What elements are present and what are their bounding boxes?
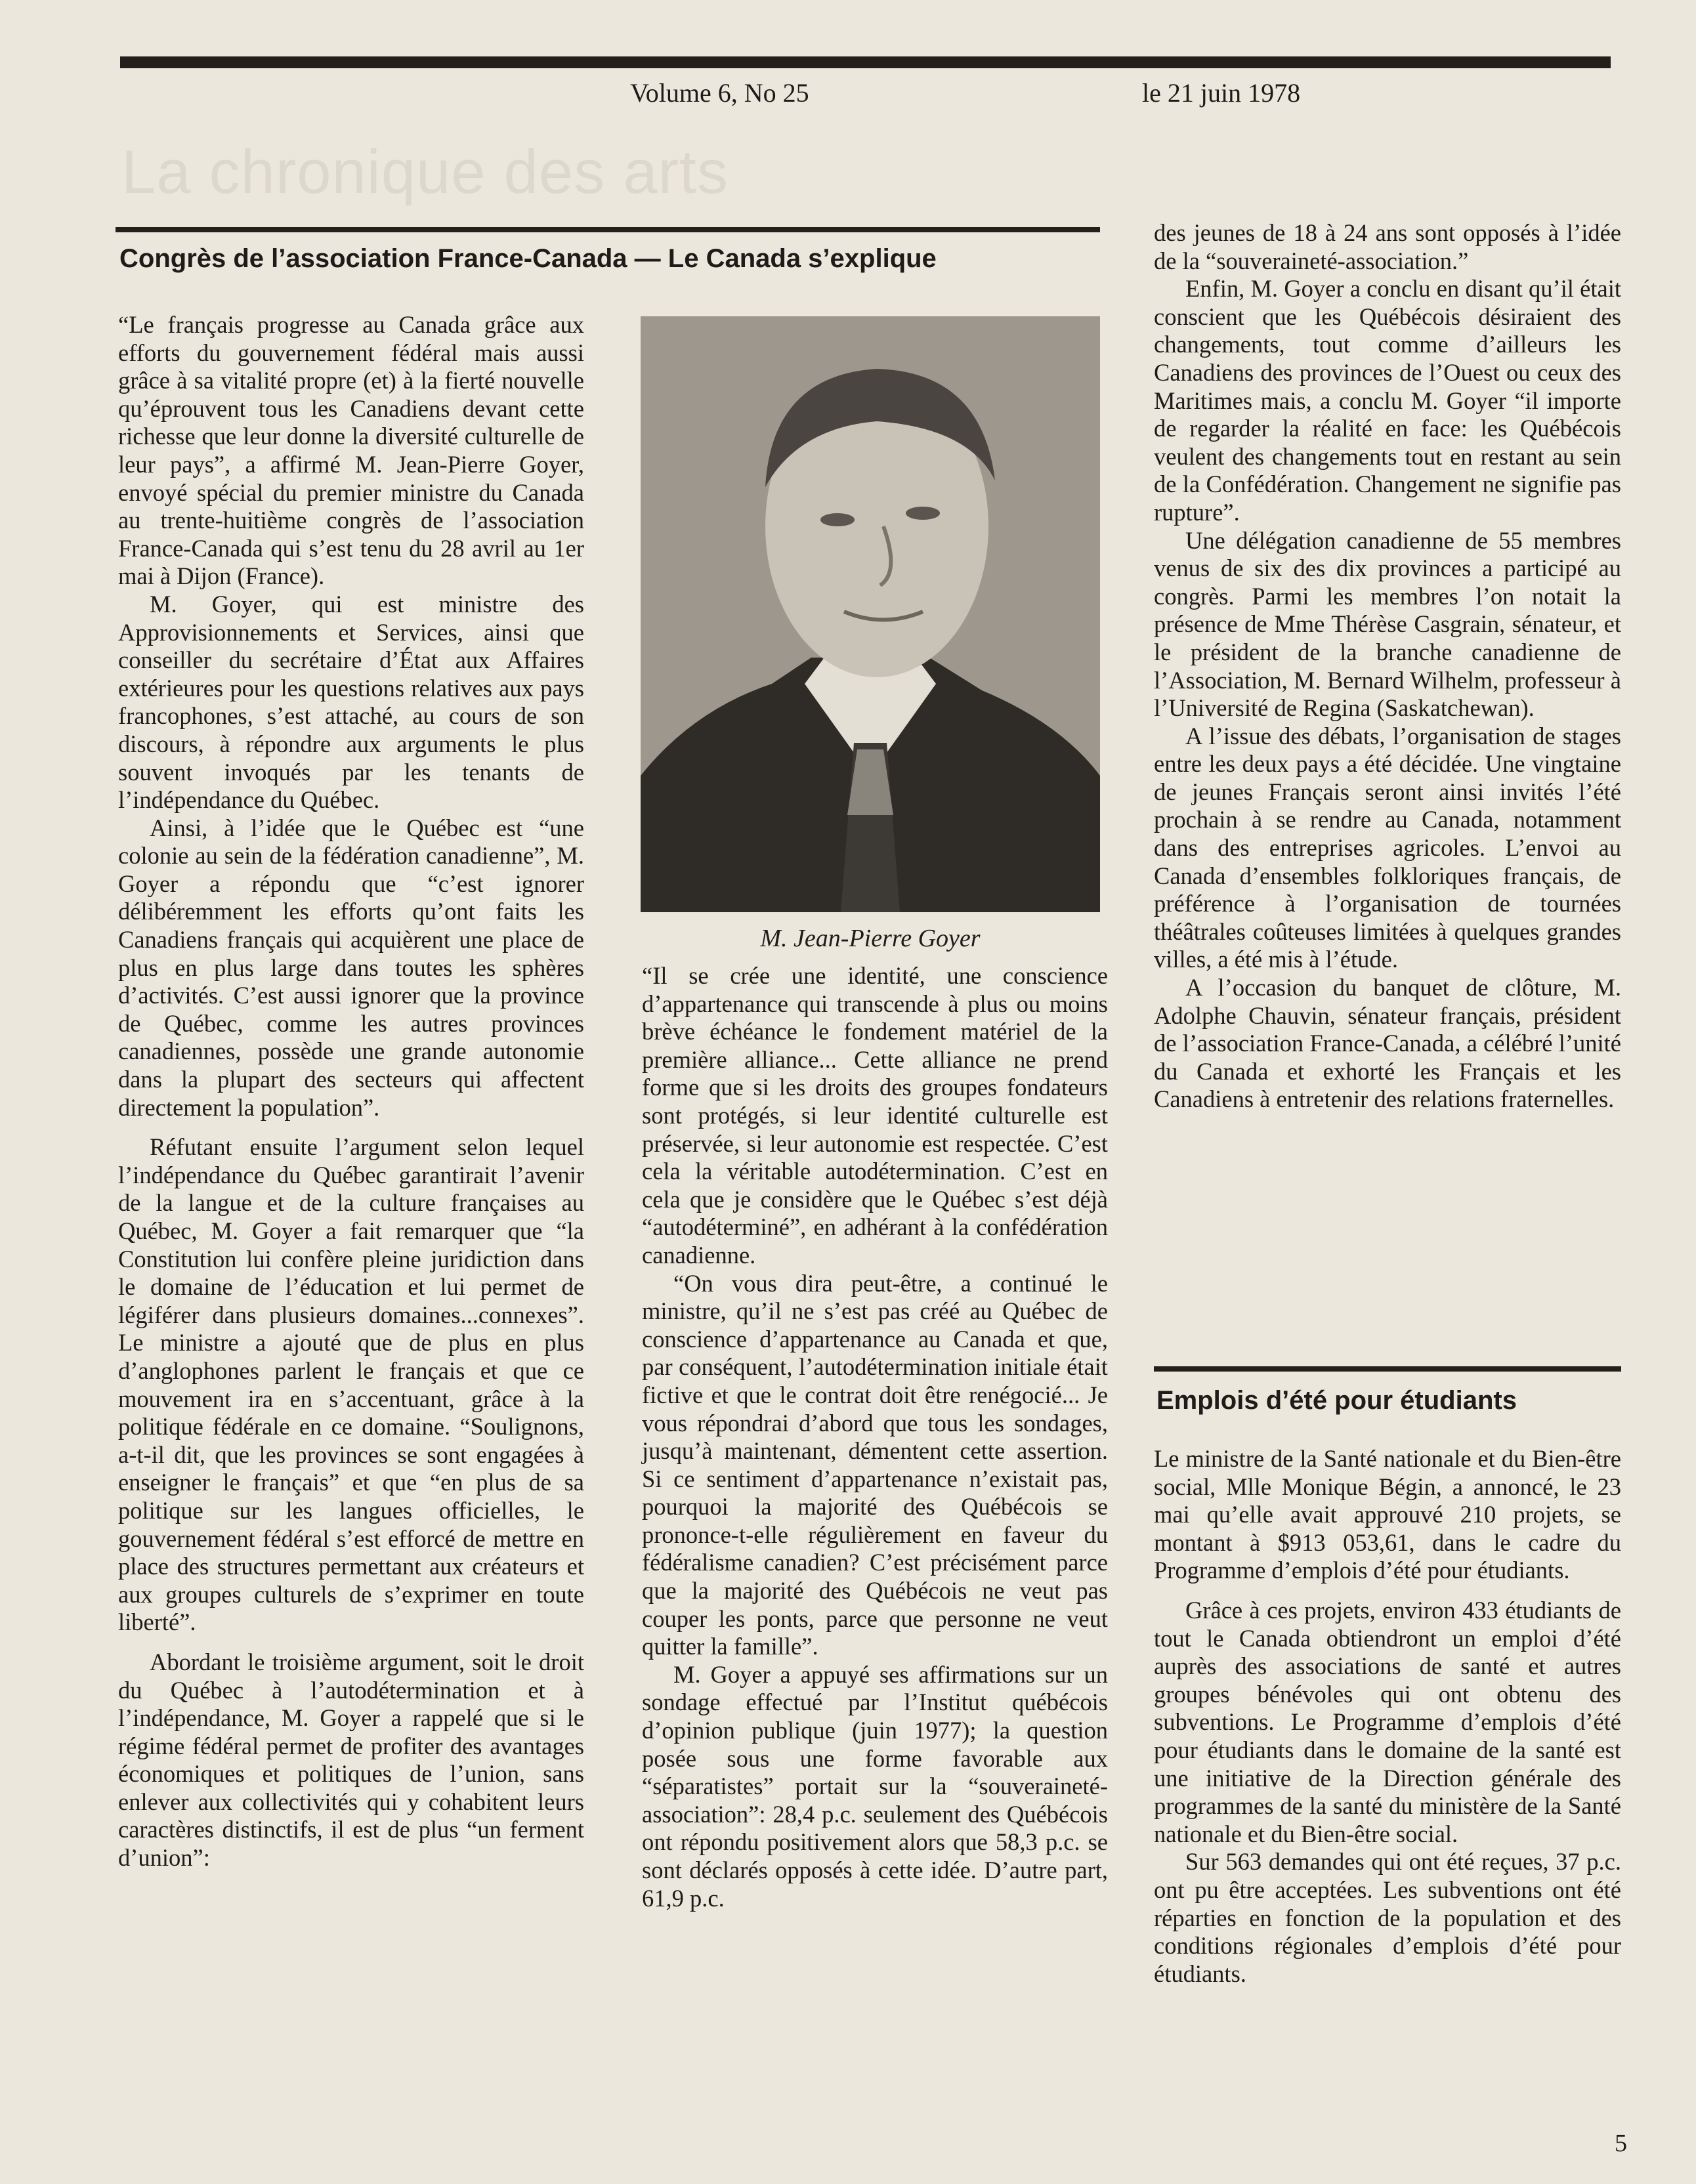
paragraph: M. Goyer, qui est ministre des Approvisionnements et Services, ainsi que conseiller du secrétaire d’État aux Affaires extérieures pour les questions relatives aux pays francophones, s’est attaché, au cours de son discours, à répondre aux arguments le plus souvent invoqués par les tenants de l’indépendance du Québec.	[118, 590, 584, 814]
paragraph: Abordant le troisième argument, soit le droit du Québec à l’autodétermination et à l’indépendance, M. Goyer a rappelé que si le régime fédéral permet de profiter des avantages économiques et politiques de l’union, sans enlever aux collectivités qui y cohabitent leurs caractères distinctifs, il est de plus “un ferment d’union”:	[118, 1648, 584, 1872]
volume-number: Volume 6, No 25	[630, 78, 809, 108]
paragraph: “Il se crée une identité, une conscience d’appartenance qui transcende à plus ou moins brève échéance le fondement matériel de la première alliance... Cette alliance ne prend forme que si les droits des groupes fondateurs sont protégés, si leur identité culturelle est préservée, si leur autonomie est respectée. C’est cela la véritable autodétermination. C’est en cela que je considère que le Québec s’est déjà “autodéterminé”, en adhérant à la confédération canadienne.	[642, 962, 1108, 1269]
article-column-1	[118, 311, 584, 1872]
article-rule	[116, 227, 1100, 232]
article-column-3	[1154, 219, 1621, 1114]
article-rule	[1154, 1366, 1621, 1372]
paragraph: “On vous dira peut-être, a continué le ministre, qu’il ne s’est pas créé au Québec de conscience d’appartenance au Canada et que, par conséquent, l’autodétermination initiale était fictive et que le contrat doit être renégocié... Je vous répondrai d’abord que tous les sondages, jusqu’à maintenant, démentent cette assertion. Si ce sentiment d’appartenance n’existait pas, pourquoi la majorité des Québécois se prononce-t-elle régulièrement en faveur du fédéralisme canadien? C’est précisément parce que la majorité des Québécois ne veut pas couper les ponts, parce que personne ne veut quitter la famille”.	[642, 1269, 1108, 1660]
paragraph: M. Goyer a appuyé ses affirmations sur un sondage effectué par l’Institut québécois d’opinion publique (juin 1977); la question posée sous une forme favorable aux “séparatistes” portait sur la “souveraineté-association”: 28,4 p.c. seulement des Québécois ont répondu positivement alors que 58,3 p.c. se sont déclarés opposés à cette idée. D’autre part, 61,9 p.c.	[642, 1660, 1108, 1912]
photo-caption: M. Jean-Pierre Goyer	[760, 925, 981, 952]
paragraph: Grâce à ces projets, environ 433 étudiants de tout le Canada obtiendront un emploi d’été auprès des associations de santé et autres groupes bénévoles qui ont obtenu des subventions. Le Programme d’emplois d’été pour étudiants dans le domaine de la santé est une initiative de la Direction générale des programmes de la santé du ministère de la Santé nationale et du Bien-être social.	[1154, 1596, 1621, 1847]
issue-date: le 21 juin 1978	[1142, 78, 1301, 108]
article-title: Emplois d’été pour étudiants	[1156, 1386, 1517, 1415]
paragraph: Réfutant ensuite l’argument selon lequel l’indépendance du Québec garantirait l’avenir de la langue et de la culture françaises au Québec, M. Goyer a fait remarquer que “la Constitution lui confère pleine juridiction dans le domaine de l’éducation et lui permet de légiférer dans plusieurs domaines...connexes”. Le ministre a ajouté que de plus en plus d’anglophones parlent le français et que ce mouvement ira en s’accentuant, grâce à la politique fédérale en ce domaine. “Soulignons, a-t-il dit, que les provinces se sont engagées à enseigner le français” et que “en plus de sa politique sur les langues officielles, le gouvernement fédéral s’est efforcé de mettre en place des structures permettant aux créateurs et aux groupes culturels de s’exprimer en toute liberté”.	[118, 1133, 584, 1636]
paragraph: Le ministre de la Santé nationale et du Bien-être social, Mlle Monique Bégin, a annoncé, le 23 mai qu’elle avait approuvé 210 projets, se montant à $913 053,61, dans le cadre du Programme d’emplois d’été pour étudiants.	[1154, 1445, 1621, 1584]
paragraph: Ainsi, à l’idée que le Québec est “une colonie au sein de la fédération canadienne”, M. Goyer a répondu que “c’est ignorer délibéremment les efforts qu’ont faits les Canadiens français qui acquièrent une place de plus en plus large dans toutes les sphères d’activités. C’est aussi ignorer que la province de Québec, comme les autres provinces canadiennes, possède une grande autonomie dans la plupart des secteurs qui affectent directement la population”.	[118, 814, 584, 1121]
top-rule	[120, 56, 1611, 68]
paragraph: des jeunes de 18 à 24 ans sont opposés à l’idée de la “souveraineté-association.”	[1154, 219, 1621, 274]
article-title: Congrès de l’association France-Canada — Le Canada s’explique	[119, 244, 937, 273]
portrait-photo	[641, 316, 1100, 912]
paragraph: “Le français progresse au Canada grâce aux efforts du gouvernement fédéral mais aussi grâce à sa vitalité propre (et) à la fierté nouvelle qu’éprouvent tous les Canadiens devant cette richesse que leur donne la diversité culturelle de leur pays”, a affirmé M. Jean-Pierre Goyer, envoyé spécial du premier ministre du Canada au trente-huitième congrès de l’association France-Canada qui s’est tenu du 28 avril au 1er mai à Dijon (France).	[118, 311, 584, 590]
paragraph: A l’issue des débats, l’organisation de stages entre les deux pays a été décidée. Une vingtaine de jeunes Français seront ainsi invités l’été prochain à se rendre au Canada, notamment dans des entreprises agricoles. L’envoi au Canada d’ensembles folkloriques français, de préférence à l’organisation de tournées théâtrales coûteuses limitées à quelques grandes villes, a été mis à l’étude.	[1154, 722, 1621, 973]
article-column-2	[642, 962, 1108, 1912]
show-through-title: La chronique des arts	[121, 137, 729, 206]
page-number: 5	[1615, 2130, 1627, 2157]
article-column-4	[1154, 1445, 1621, 1988]
paragraph: Enfin, M. Goyer a conclu en disant qu’il était conscient que les Québécois désiraient des changements, tout comme d’ailleurs les Canadiens des provinces de l’Ouest ou ceux des Maritimes mais, a conclu M. Goyer “il importe de regarder la réalité en face: les Québécois veulent des changements tout en restant au sein de la Confédération. Changement ne signifie pas rupture”.	[1154, 275, 1621, 526]
paragraph: A l’occasion du banquet de clôture, M. Adolphe Chauvin, sénateur français, président de l’association France-Canada, a célébré l’unité du Canada et exhorté les Français et les Canadiens à entretenir des relations fraternelles.	[1154, 974, 1621, 1113]
paragraph: Sur 563 demandes qui ont été reçues, 37 p.c. ont pu être acceptées. Les subventions ont été réparties en fonction de la population et des conditions régionales d’emplois d’été pour étudiants.	[1154, 1848, 1621, 1987]
paragraph: Une délégation canadienne de 55 membres venus de six des dix provinces a participé au congrès. Parmi les membres l’on notait la présence de Mme Thérèse Casgrain, sénateur, et le président de la branche canadienne de l’Association, M. Bernard Wilhelm, professeur à l’Université de Regina (Saskatchewan).	[1154, 526, 1621, 722]
